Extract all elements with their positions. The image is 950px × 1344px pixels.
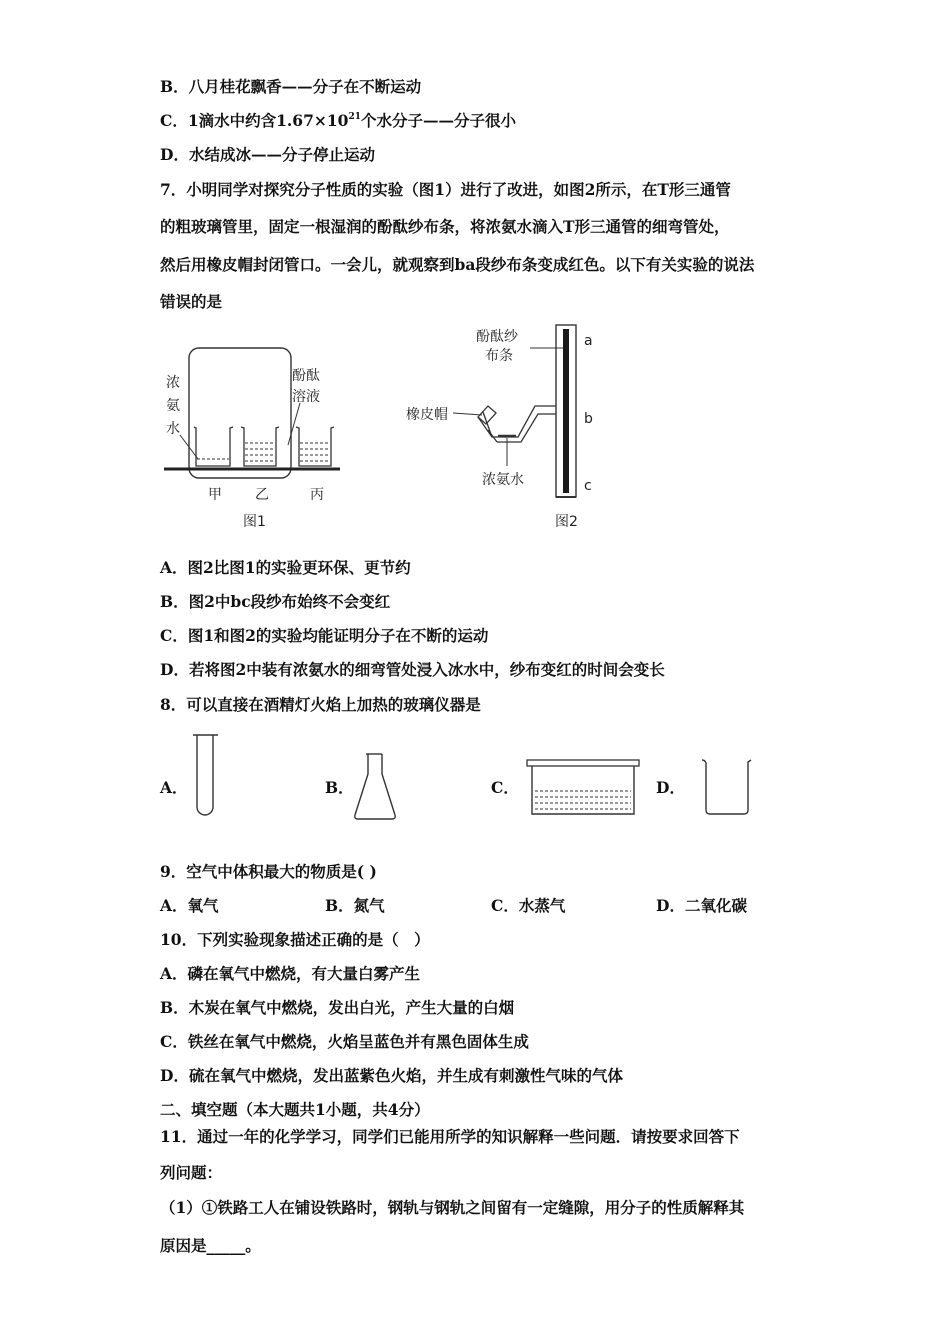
phenolphthalein-cloth-strip [563,329,569,493]
fig2-label-cloth-1: 酚酞纱 [476,329,518,345]
section-2-title: 二、填空题（本大题共1小题，共4分） [160,1100,430,1119]
q8-option-a: A． [160,778,188,797]
q6-option-d: D．水结成冰——分子停止运动 [160,145,375,164]
test-tube-icon [192,733,220,823]
q10-stem: 10．下列实验现象描述正确的是（ ） [160,930,430,949]
q11-stem-line-1: 11．通过一年的化学学习，同学们已能用所学的知识解释一些问题．请按要求回答下 [160,1127,740,1146]
q9-option-c: C．水蒸气 [491,896,566,915]
figure-2 [400,320,620,535]
q10-option-d: D．硫在氧气中燃烧，发出蓝紫色火焰，并生成有刺激性气味的气体 [160,1066,623,1085]
water-trough-icon [525,758,645,820]
fig2-point-c: c [584,478,592,494]
fig1-label-phenol-2: 溶液 [292,389,320,405]
q8-option-d: D． [656,778,685,797]
q9-option-d: D．二氧化碳 [656,896,747,915]
fig1-beaker-label-yi: 乙 [255,487,269,503]
q7-stem-line-2: 的粗玻璃管里，固定一根湿润的酚酞纱布条，将浓氨水滴入T形三通管的细弯管处， [160,217,730,236]
q7-stem-line-4: 错误的是 [160,292,223,311]
fig1-label-ammonia-2: 氨 [166,398,180,414]
q6-option-c-exponent: 21 [348,112,361,122]
q7-option-c: C．图1和图2的实验均能证明分子在不断的运动 [160,626,489,645]
q10-option-c: C．铁丝在氧气中燃烧，火焰呈蓝色并有黑色固体生成 [160,1032,529,1051]
q7-stem-line-1: 7．小明同学对探究分子性质的实验（图1）进行了改进，如图2所示，在T形三通管 [160,180,731,199]
figure-1 [160,335,360,535]
beaker-yi [241,427,279,466]
bent-tube-left [478,417,497,442]
fig2-point-b: b [584,411,593,427]
fig1-label-phenol-1: 酚酞 [292,368,320,384]
q6-option-c-suffix: 个水分子——分子很小 [360,111,516,130]
fig1-beaker-label-jia: 甲 [208,487,222,503]
bent-tube [483,412,506,442]
fig2-label-ammonia: 浓氨水 [482,472,524,488]
q11-sub-1-line-2: 原因是_____。 [160,1236,261,1255]
fig1-label-ammonia-3: 水 [166,421,180,437]
fig2-caption: 图2 [555,514,578,530]
fig1-beaker-label-bing: 丙 [310,487,324,503]
q9-option-a: A．氧气 [160,896,219,915]
conical-flask-icon [352,752,398,822]
fig1-caption: 图1 [243,514,266,530]
beaker-bing [296,427,334,466]
q8-option-b: B． [325,778,354,797]
q7-option-b: B．图2中bc段纱布始终不会变红 [160,592,391,611]
fig2-label-rubber-cap: 橡皮帽 [406,407,448,423]
q8-stem: 8．可以直接在酒精灯火焰上加热的玻璃仪器是 [160,695,481,714]
beaker-jia [194,427,233,466]
q8-option-c: C． [491,778,519,797]
q7-option-d: D．若将图2中装有浓氨水的细弯管处浸入冰水中，纱布变红的时间会变长 [160,660,665,679]
q10-option-a: A．磷在氧气中燃烧，有大量白雾产生 [160,964,421,983]
fig2-point-a: a [584,333,593,349]
q6-option-c [160,111,516,131]
q11-stem-line-2: 列问题： [160,1163,223,1182]
fig1-label-ammonia-1: 浓 [166,375,180,391]
q9-option-b: B．氮气 [325,896,385,915]
q7-stem-line-3: 然后用橡皮帽封闭管口。一会儿，就观察到ba段纱布条变成红色。以下有关实验的说法 [160,255,755,274]
q9-stem: 9．空气中体积最大的物质是( ) [160,862,377,881]
fig2-label-cloth-2: 布条 [485,348,513,364]
q11-sub-1-line-1: （1）①铁路工人在铺设铁路时，钢轨与钢轨之间留有一定缝隙，用分子的性质解释其 [160,1198,745,1217]
q6-option-b: B．八月桂花飘香——分子在不断运动 [160,77,422,96]
q7-option-a: A．图2比图1的实验更环保、更节约 [160,558,411,577]
q6-option-c-prefix: C．1滴水中约含1.67×10 [160,111,349,130]
q10-option-b: B．木炭在氧气中燃烧，发出白光，产生大量的白烟 [160,998,515,1017]
beaker-icon [700,758,754,818]
